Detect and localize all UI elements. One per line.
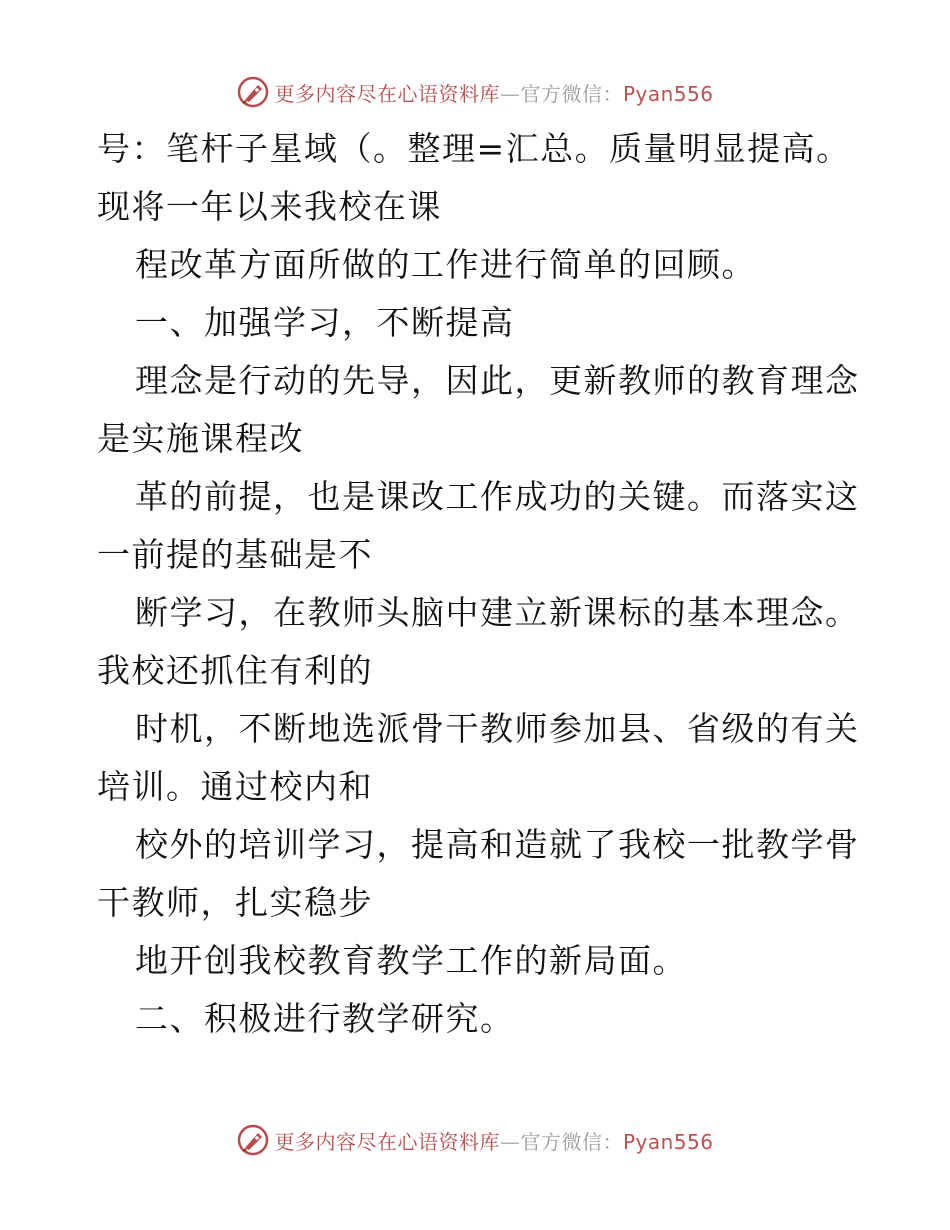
header-banner: [0, 72, 950, 112]
body-line: 干教师，扎实稳步: [97, 883, 373, 922]
body-line: 一前提的基础是不: [97, 535, 373, 574]
banner-text: [274, 1126, 713, 1155]
banner-dash: —: [499, 81, 521, 106]
body-line: 号：笔杆子星域（。整理=汇总。质量明显提高。: [97, 129, 851, 168]
body-line: 我校还抓住有利的: [97, 651, 373, 690]
banner-wechat-label: 官方微信：: [520, 1129, 623, 1154]
pen-nib-logo-icon: [236, 75, 270, 109]
banner-wechat-label: 官方微信：: [520, 81, 623, 106]
banner-title: 更多内容尽在心语资料库: [274, 1129, 500, 1154]
body-line: 是实施课程改: [97, 419, 304, 458]
body-line: 现将一年以来我校在课: [97, 187, 442, 226]
body-line: 培训。通过校内和: [97, 767, 373, 806]
document-body: [97, 120, 867, 1048]
body-line: 程改革方面所做的工作进行简单的回顾。: [135, 245, 756, 284]
body-line: 理念是行动的先导，因此，更新教师的教育理念: [135, 361, 860, 400]
section-heading: 一、加强学习，不断提高: [135, 303, 515, 342]
body-line: 校外的培训学习，提高和造就了我校一批教学骨: [135, 825, 860, 864]
footer-banner: [0, 1120, 950, 1160]
banner-wechat-id: Pyan556: [622, 81, 714, 106]
pen-nib-logo-icon: [236, 1123, 270, 1157]
body-line: 断学习，在教师头脑中建立新课标的基本理念。: [135, 593, 860, 632]
banner-title: 更多内容尽在心语资料库: [274, 81, 500, 106]
section-heading: 二、积极进行教学研究。: [135, 999, 515, 1038]
body-line: 时机，不断地选派骨干教师参加县、省级的有关: [135, 709, 860, 748]
body-line: 革的前提，也是课改工作成功的关键。而落实这: [135, 477, 860, 516]
banner-text: [274, 78, 713, 107]
banner-dash: —: [499, 1129, 521, 1154]
body-line: 地开创我校教育教学工作的新局面。: [135, 941, 687, 980]
banner-wechat-id: Pyan556: [622, 1129, 714, 1154]
